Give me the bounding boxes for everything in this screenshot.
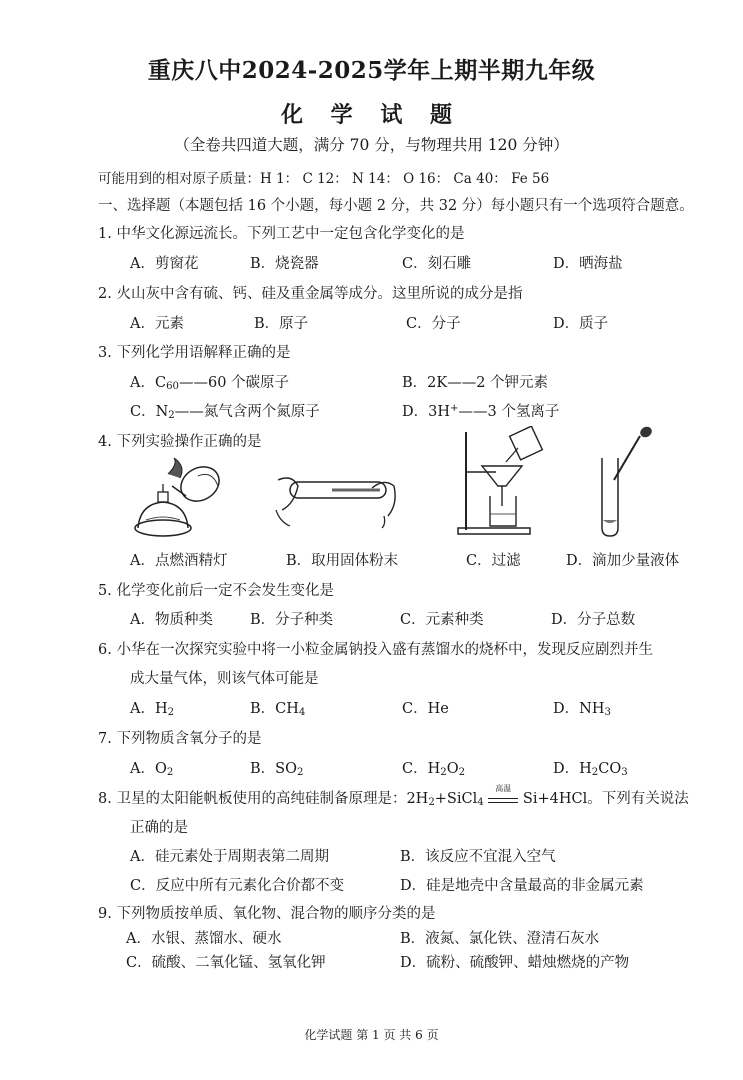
q4-option-d: D．滴加少量液体 [566,553,680,569]
q9-option-a: A．水银、蒸馏水、硬水 [126,931,282,947]
atomic-masses: 可能用到的相对原子质量：H 1： C 12： N 14： O 16： Ca 40： Fe 56 [98,171,550,187]
q8-option-d: D．硅是地壳中含量最高的非金属元素 [400,878,644,894]
q1-option-a: A．剪窗花 [130,256,199,272]
q2-option-b: B．原子 [254,316,309,332]
q5-option-d: D．分子总数 [551,612,636,628]
q5-option-a: A．物质种类 [130,612,213,628]
q3-option-c: C．$N_2——$氮气含两个氮原子 [130,404,320,421]
q1-option-d: D．晒海盐 [553,256,623,272]
q7-option-a: A．$O_2$ [130,761,174,778]
exam-note: （全卷共四道大题，满分 70 分，与物理共用 120 分钟） [174,136,569,154]
alcohol-lamp-figure [128,456,228,546]
q3-option-b: B．2K——2 个钾元素 [402,375,549,391]
q4-option-a: A．点燃酒精灯 [130,553,228,569]
q4-option-b: B．取用固体粉末 [286,553,399,569]
question-1-stem: 1. 中华文化源远流长。下列工艺中一定包含化学变化的是 [98,226,465,242]
reaction-condition: 高温 [495,784,512,793]
q7-option-d: D．$H_2CO_3$ [553,761,628,778]
q9-option-d: D．硫粉、硫酸钾、蜡烛燃烧的产物 [400,955,630,971]
q6-option-c: C．He [402,701,449,717]
q2-option-a: A．元素 [130,316,184,332]
q7-option-c: C．$H_2O_2$ [402,761,466,778]
q5-option-b: B．分子种类 [250,612,334,628]
q6-option-b: B．$CH_4$ [250,701,306,718]
question-6-stem: 6. 小华在一次探究实验中将一小粒金属钠投入盛有蒸馏水的烧杯中，发现反应剧烈并生 [98,642,653,658]
question-2-stem: 2. 火山灰中含有硫、钙、硅及重金属等成分。这里所说的成分是指 [98,286,523,302]
q4-option-c: C．过滤 [466,553,521,569]
powder-tube-figure [272,470,402,530]
question-3-stem: 3. 下列化学用语解释正确的是 [98,345,291,361]
q8-option-c: C．反应中所有元素化合价都不变 [130,878,345,894]
q3-option-a: A．$C_{60}——60$ 个碳原子 [130,375,290,392]
question-6-stem-cont: 成大量气体，则该气体可能是 [130,671,319,687]
q3-option-d: D．3H+——3 个氢离子 [402,403,560,420]
q2-option-c: C．分子 [406,316,461,332]
question-5-stem: 5. 化学变化前后一定不会发生变化是 [98,583,334,599]
q9-option-b: B．液氮、氯化铁、澄清石灰水 [400,931,600,947]
subject-title: 化 学 试 题 [281,102,462,128]
q1-option-c: C．刻石雕 [402,256,472,272]
q5-option-c: C．元素种类 [400,612,484,628]
question-4-stem: 4. 下列实验操作正确的是 [98,434,262,450]
q6-option-a: A．$H_2$ [130,701,175,718]
q1-option-b: B．烧瓷器 [250,256,319,272]
filtration-figure [456,426,566,538]
exam-title: 重庆八中2024-2025学年上期半期九年级 [147,57,596,84]
section-heading: 一、选择题（本题包括 16 个小题，每小题 2 分，共 32 分）每小题只有一个选项符合题意。 [98,198,694,214]
q9-option-c: C．硫酸、二氧化锰、氢氧化钾 [126,955,326,971]
page-footer: 化学试题 第 1 页 共 6 页 [304,1028,439,1042]
question-7-stem: 7. 下列物质含氧分子的是 [98,731,262,747]
q8-option-a: A．硅元素处于周期表第二周期 [130,849,329,865]
q7-option-b: B．$SO_2$ [250,761,304,778]
q6-option-d: D．$NH_3$ [553,701,611,718]
reaction-arrow [488,784,518,803]
q2-option-d: D．质子 [553,316,609,332]
question-8-stem: 8. 卫星的太阳能帆板使用的高纯硅制备原理是：$2H_2+SiCl_4$ 高温 Si+4HCl。下列有关说法 [98,784,689,808]
q8-option-b: B．该反应不宜混入空气 [400,849,556,865]
dropper-figure [598,424,668,540]
question-8-stem-cont: 正确的是 [130,820,188,836]
question-9-stem: 9. 下列物质按单质、氧化物、混合物的顺序分类的是 [98,906,436,922]
